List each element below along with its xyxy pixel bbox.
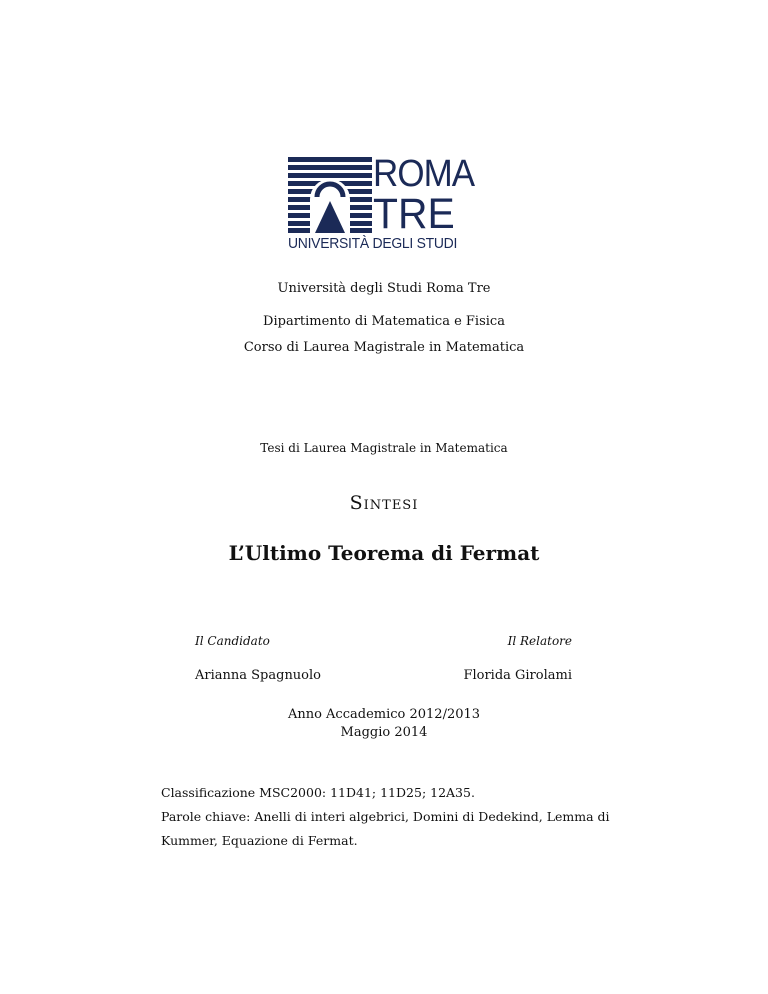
department-name: Dipartimento di Matematica e Fisica xyxy=(263,314,505,329)
candidate-name: Arianna Spagnuolo xyxy=(195,668,321,683)
msc-classification: Classificazione MSC2000: 11D41; 11D25; 12A35. xyxy=(161,785,475,800)
advisor-name: Florida Girolami xyxy=(463,668,572,683)
candidate-label: Il Candidato xyxy=(195,634,270,648)
roma-tre-logo xyxy=(288,153,478,252)
logo-word-tre: TRE xyxy=(373,190,455,238)
course-name: Corso di Laurea Magistrale in Matematica xyxy=(243,340,525,355)
academic-year: Anno Accademico 2012/2013 xyxy=(287,707,481,722)
keywords-line-1: Parole chiave: Anelli di interi algebrici, Domini di Dedekind, Lemma di xyxy=(161,809,610,824)
thesis-type: Tesi di Laurea Magistrale in Matematica xyxy=(260,441,508,455)
advisor-label: Il Relatore xyxy=(507,634,572,648)
keywords-line-2: Kummer, Equazione di Fermat. xyxy=(161,833,358,848)
thesis-title: L’Ultimo Teorema di Fermat xyxy=(228,541,540,565)
date-month: Maggio 2014 xyxy=(340,725,428,740)
roma-tre-emblem-icon xyxy=(288,157,372,233)
university-name: Università degli Studi Roma Tre xyxy=(277,281,491,296)
logo-word-roma: ROMA xyxy=(373,153,475,195)
logo-word-university: UNIVERSITÀ DEGLI STUDI xyxy=(288,235,458,252)
document-kind-heading: Sintesi xyxy=(349,492,419,514)
